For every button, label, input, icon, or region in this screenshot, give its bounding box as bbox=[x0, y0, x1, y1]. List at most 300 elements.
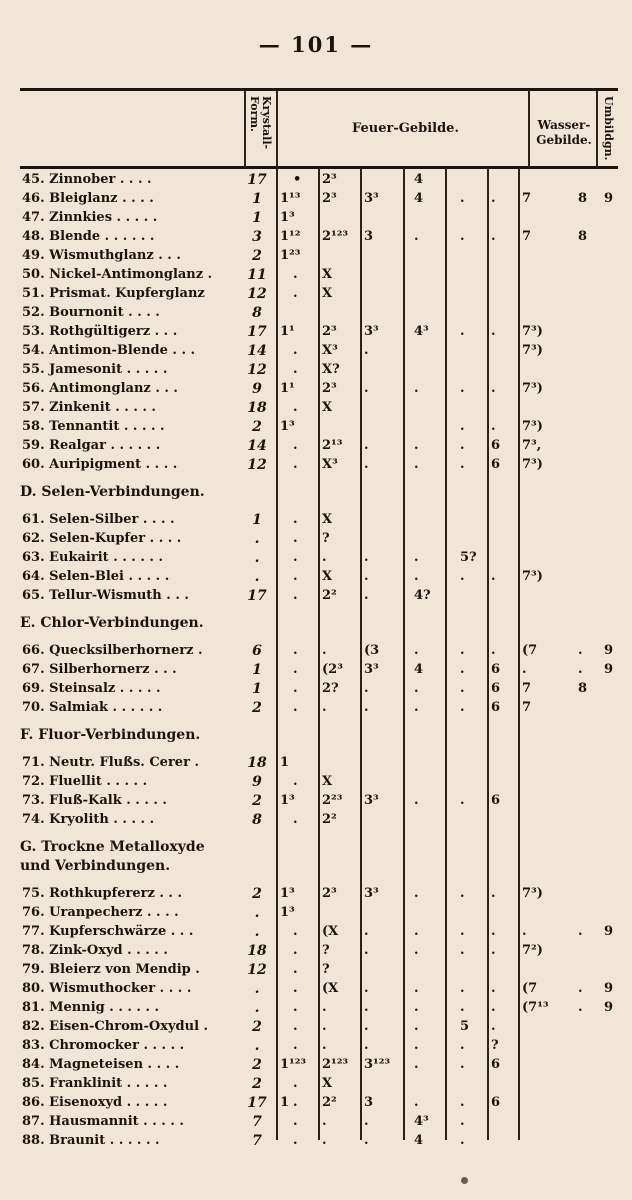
table-cell: X bbox=[322, 286, 333, 301]
table-cell: . bbox=[460, 981, 465, 996]
mineral-name: 78. Zink-Oxyd . . . . . bbox=[22, 943, 168, 958]
mineral-name: 80. Wismuthocker . . . . bbox=[22, 981, 192, 996]
table-row bbox=[0, 418, 632, 437]
table-cell: X bbox=[322, 569, 333, 584]
table-cell: . bbox=[460, 438, 465, 453]
table-cell: . bbox=[460, 1095, 465, 1110]
table-cell: X bbox=[322, 774, 333, 789]
crystal-form-cell: 1 bbox=[252, 191, 262, 207]
table-cell: . bbox=[293, 569, 298, 584]
table-cell: . bbox=[460, 457, 465, 472]
header-divider bbox=[528, 90, 530, 168]
crystal-form-cell: 17 bbox=[247, 172, 267, 188]
table-cell: 6 bbox=[491, 457, 501, 472]
mineral-name: 60. Auripigment . . . . bbox=[22, 457, 178, 472]
table-row bbox=[0, 885, 632, 904]
table-cell: . bbox=[414, 1095, 419, 1110]
table-cell: . bbox=[578, 981, 583, 996]
table-cell: (2³ bbox=[322, 662, 343, 677]
table-row bbox=[0, 437, 632, 456]
table-cell: . bbox=[460, 1133, 465, 1148]
mineral-name: 45. Zinnober . . . . bbox=[22, 172, 152, 187]
table-cell: 4³ bbox=[414, 324, 429, 339]
page-ornament-dot bbox=[461, 1177, 468, 1184]
table-cell: 7³, bbox=[522, 438, 542, 453]
crystal-form-cell: . bbox=[254, 1000, 260, 1016]
table-cell: 7³) bbox=[522, 381, 543, 396]
table-row bbox=[0, 380, 632, 399]
table-cell: ? bbox=[322, 943, 330, 958]
table-cell: (3 bbox=[364, 643, 380, 658]
table-cell: 6 bbox=[491, 700, 501, 715]
table-cell: . bbox=[293, 700, 298, 715]
crystal-form-cell: 17 bbox=[247, 588, 267, 604]
table-cell: . bbox=[414, 229, 419, 244]
table-cell: 7 bbox=[522, 191, 532, 206]
table-cell: 9 bbox=[604, 924, 614, 939]
mineral-name: 53. Rothgültigerz . . . bbox=[22, 324, 178, 339]
table-row bbox=[0, 1075, 632, 1094]
table-cell: . bbox=[491, 229, 496, 244]
table-cell: . bbox=[414, 943, 419, 958]
table-row bbox=[0, 530, 632, 549]
mineral-name: 48. Blende . . . . . . bbox=[22, 229, 155, 244]
table-cell: . bbox=[364, 1000, 369, 1015]
table-cell: . bbox=[522, 924, 527, 939]
table-cell: . bbox=[293, 400, 298, 415]
table-row bbox=[0, 642, 632, 661]
table-cell: 2²³ bbox=[322, 793, 343, 808]
table-cell: 1¹²³ bbox=[280, 1057, 307, 1072]
table-cell: X bbox=[322, 267, 333, 282]
table-cell: 2¹³ bbox=[322, 438, 343, 453]
table-cell: 2² bbox=[322, 812, 337, 827]
crystal-form-cell: 9 bbox=[252, 381, 262, 397]
table-cell: 7³) bbox=[522, 324, 543, 339]
crystal-form-cell: 2 bbox=[252, 700, 262, 716]
header-divider bbox=[276, 90, 278, 168]
table-cell: . bbox=[414, 1057, 419, 1072]
table-cell: 8 bbox=[578, 681, 588, 696]
table-cell: 1 bbox=[280, 755, 290, 770]
table-cell: ? bbox=[322, 962, 330, 977]
table-cell: 1¹³ bbox=[280, 191, 301, 206]
table-cell: 2¹²³ bbox=[322, 229, 349, 244]
crystal-form-cell: . bbox=[254, 905, 260, 921]
table-cell: 4³ bbox=[414, 1114, 429, 1129]
table-cell: 7³) bbox=[522, 569, 543, 584]
mineral-name: 62. Selen-Kupfer . . . . bbox=[22, 531, 182, 546]
table-cell: . bbox=[293, 681, 298, 696]
mineral-name: 69. Steinsalz . . . . . bbox=[22, 681, 161, 696]
table-cell: . bbox=[578, 662, 583, 677]
table-row bbox=[0, 456, 632, 475]
table-row bbox=[0, 999, 632, 1018]
table-cell: . bbox=[364, 700, 369, 715]
section-heading-continued: und Verbindungen. bbox=[20, 858, 171, 874]
table-cell: 1²³ bbox=[280, 248, 301, 263]
section-heading: G. Trockne Metalloxyde bbox=[20, 839, 205, 855]
table-cell: • bbox=[293, 172, 302, 187]
table-cell: . bbox=[414, 643, 419, 658]
table-cell: . bbox=[522, 662, 527, 677]
crystal-form-cell: 2 bbox=[252, 1057, 262, 1073]
table-row bbox=[0, 1132, 632, 1151]
table-cell: . bbox=[364, 981, 369, 996]
header-krystall-form: Krystall-Form. bbox=[248, 96, 273, 150]
table-cell: . bbox=[414, 793, 419, 808]
table-row bbox=[0, 1056, 632, 1075]
table-cell: (X bbox=[322, 981, 339, 996]
table-cell: . bbox=[414, 569, 419, 584]
mineral-name: 59. Realgar . . . . . . bbox=[22, 438, 161, 453]
table-cell: . bbox=[293, 343, 298, 358]
table-cell: . bbox=[460, 700, 465, 715]
table-row bbox=[0, 699, 632, 718]
table-cell: . bbox=[293, 438, 298, 453]
table-cell: 3³ bbox=[364, 793, 379, 808]
table-cell: . bbox=[460, 793, 465, 808]
crystal-form-cell: 1 bbox=[252, 662, 262, 678]
table-cell: 2? bbox=[322, 681, 339, 696]
crystal-form-cell: 17 bbox=[247, 324, 267, 340]
table-cell: . bbox=[322, 1114, 327, 1129]
table-cell: 1³ bbox=[280, 793, 295, 808]
mineral-name: 51. Prismat. Kupferglanz bbox=[22, 286, 205, 301]
mineral-name: 77. Kupferschwärze . . . bbox=[22, 924, 194, 939]
crystal-form-cell: 14 bbox=[247, 438, 267, 454]
table-cell: . bbox=[293, 1038, 298, 1053]
table-cell: . bbox=[491, 981, 496, 996]
table-cell: . bbox=[293, 550, 298, 565]
crystal-form-cell: 2 bbox=[252, 1019, 262, 1035]
table-row bbox=[0, 209, 632, 228]
mineral-name: 85. Franklinit . . . . . bbox=[22, 1076, 168, 1091]
table-cell: . bbox=[491, 924, 496, 939]
crystal-form-cell: 12 bbox=[247, 362, 267, 378]
table-row bbox=[0, 361, 632, 380]
mineral-name: 82. Eisen-Chrom-Oxydul . bbox=[22, 1019, 209, 1034]
table-cell: . bbox=[460, 943, 465, 958]
table-cell: . bbox=[364, 924, 369, 939]
table-row bbox=[0, 587, 632, 606]
table-cell: . bbox=[460, 1038, 465, 1053]
crystal-form-cell: 7 bbox=[252, 1133, 262, 1149]
crystal-form-cell: . bbox=[254, 550, 260, 566]
mineral-name: 67. Silberhornerz . . . bbox=[22, 662, 177, 677]
table-cell: . bbox=[293, 1095, 298, 1110]
mineral-name: 56. Antimonglanz . . . bbox=[22, 381, 178, 396]
table-cell: . bbox=[322, 643, 327, 658]
table-row bbox=[0, 961, 632, 980]
mineral-name: 87. Hausmannit . . . . . bbox=[22, 1114, 184, 1129]
mineral-name: 71. Neutr. Flußs. Cerer . bbox=[22, 755, 199, 770]
table-cell: 3³ bbox=[364, 662, 379, 677]
crystal-form-cell: . bbox=[254, 531, 260, 547]
table-cell: X³ bbox=[322, 343, 338, 358]
table-cell: 8 bbox=[578, 191, 588, 206]
table-cell: 9 bbox=[604, 643, 614, 658]
table-cell: 2¹²³ bbox=[322, 1057, 349, 1072]
table-cell: . bbox=[293, 924, 298, 939]
table-cell: X bbox=[322, 1076, 333, 1091]
crystal-form-cell: 1 bbox=[252, 512, 262, 528]
table-cell: 6 bbox=[491, 1057, 501, 1072]
table-cell: . bbox=[491, 191, 496, 206]
mineral-name: 57. Zinkenit . . . . . bbox=[22, 400, 156, 415]
crystal-form-cell: 2 bbox=[252, 793, 262, 809]
table-cell: . bbox=[491, 886, 496, 901]
mineral-name: 52. Bournonit . . . . bbox=[22, 305, 160, 320]
table-cell: . bbox=[414, 981, 419, 996]
table-cell: 1³ bbox=[280, 905, 295, 920]
table-cell: 4 bbox=[414, 1133, 424, 1148]
crystal-form-cell: . bbox=[254, 924, 260, 940]
table-cell: . bbox=[322, 700, 327, 715]
table-cell: 2³ bbox=[322, 886, 337, 901]
table-cell: . bbox=[578, 924, 583, 939]
table-row bbox=[0, 304, 632, 323]
crystal-form-cell: 12 bbox=[247, 286, 267, 302]
table-cell: . bbox=[293, 1133, 298, 1148]
table-cell: . bbox=[414, 700, 419, 715]
table-cell: . bbox=[293, 662, 298, 677]
table-cell: . bbox=[414, 550, 419, 565]
table-cell: . bbox=[460, 191, 465, 206]
section-heading: E. Chlor-Verbindungen. bbox=[20, 615, 204, 631]
table-row bbox=[0, 773, 632, 792]
table-cell: 1¹ bbox=[280, 381, 295, 396]
table-row bbox=[0, 399, 632, 418]
table-cell: . bbox=[293, 286, 298, 301]
mineral-name: 49. Wismuthglanz . . . bbox=[22, 248, 181, 263]
table-cell: (7¹³ bbox=[522, 1000, 549, 1015]
header-wasser-gebilde: Wasser-Gebilde. bbox=[536, 118, 592, 147]
table-cell: . bbox=[414, 886, 419, 901]
table-cell: 1¹ bbox=[280, 324, 295, 339]
table-cell: 5? bbox=[460, 550, 477, 565]
crystal-form-cell: . bbox=[254, 569, 260, 585]
table-cell: . bbox=[293, 1076, 298, 1091]
table-cell: ? bbox=[322, 531, 330, 546]
section-heading: D. Selen-Verbindungen. bbox=[20, 484, 205, 500]
table-row bbox=[0, 904, 632, 923]
crystal-form-cell: 2 bbox=[252, 886, 262, 902]
header-feuer-gebilde: Feuer-Gebilde. bbox=[352, 121, 459, 136]
table-cell: 9 bbox=[604, 662, 614, 677]
crystal-form-cell: 2 bbox=[252, 419, 262, 435]
table-cell: 4 bbox=[414, 172, 424, 187]
table-cell: . bbox=[491, 643, 496, 658]
crystal-form-cell: 8 bbox=[252, 305, 262, 321]
table-cell: 4 bbox=[414, 662, 424, 677]
table-cell: . bbox=[491, 324, 496, 339]
table-cell: . bbox=[460, 1114, 465, 1129]
header-umbildung: Umbildgn. bbox=[602, 96, 615, 161]
table-cell: . bbox=[460, 569, 465, 584]
table-cell: . bbox=[414, 381, 419, 396]
table-cell: 3¹²³ bbox=[364, 1057, 391, 1072]
table-cell: 6 bbox=[491, 681, 501, 696]
table-cell: 3³ bbox=[364, 191, 379, 206]
table-cell: . bbox=[460, 643, 465, 658]
table-cell: . bbox=[293, 512, 298, 527]
table-cell: . bbox=[491, 1000, 496, 1015]
table-cell: X bbox=[322, 400, 333, 415]
table-cell: 7³) bbox=[522, 343, 543, 358]
table-row bbox=[0, 1037, 632, 1056]
mineral-name: 75. Rothkupfererz . . . bbox=[22, 886, 182, 901]
mineral-name: 72. Fluellit . . . . . bbox=[22, 774, 148, 789]
table-cell: . bbox=[414, 681, 419, 696]
table-cell: 3 bbox=[364, 1095, 374, 1110]
crystal-form-cell: 12 bbox=[247, 962, 267, 978]
table-cell: . bbox=[322, 1038, 327, 1053]
table-cell: 6 bbox=[491, 662, 501, 677]
table-row bbox=[0, 1094, 632, 1113]
table-cell: . bbox=[293, 1000, 298, 1015]
table-row bbox=[0, 247, 632, 266]
table-cell: 2² bbox=[322, 588, 337, 603]
crystal-form-cell: 2 bbox=[252, 1076, 262, 1092]
table-cell: 7 bbox=[522, 229, 532, 244]
crystal-form-cell: 7 bbox=[252, 1114, 262, 1130]
table-cell: . bbox=[293, 643, 298, 658]
mineral-name: 46. Bleiglanz . . . . bbox=[22, 191, 154, 206]
crystal-form-cell: 2 bbox=[252, 248, 262, 264]
mineral-name: 70. Salmiak . . . . . . bbox=[22, 700, 163, 715]
mineral-name: 76. Uranpecherz . . . . bbox=[22, 905, 179, 920]
table-row bbox=[0, 942, 632, 961]
table-cell: . bbox=[293, 812, 298, 827]
table-cell: ? bbox=[491, 1038, 499, 1053]
mineral-name: 58. Tennantit . . . . . bbox=[22, 419, 165, 434]
mineral-name: 83. Chromocker . . . . . bbox=[22, 1038, 185, 1053]
table-cell: 4 bbox=[414, 191, 424, 206]
table-cell: . bbox=[491, 1019, 496, 1034]
table-cell: . bbox=[414, 1038, 419, 1053]
table-cell: . bbox=[364, 1133, 369, 1148]
table-cell: 3³ bbox=[364, 324, 379, 339]
table-cell: . bbox=[491, 419, 496, 434]
mineral-name: 88. Braunit . . . . . . bbox=[22, 1133, 160, 1148]
crystal-form-cell: 14 bbox=[247, 343, 267, 359]
table-row bbox=[0, 171, 632, 190]
table-cell: 1³ bbox=[280, 210, 295, 225]
mineral-name: 65. Tellur-Wismuth . . . bbox=[22, 588, 189, 603]
table-cell: . bbox=[293, 774, 298, 789]
table-row bbox=[0, 923, 632, 942]
table-cell: 9 bbox=[604, 981, 614, 996]
table-row bbox=[0, 285, 632, 304]
crystal-form-cell: 11 bbox=[247, 267, 267, 283]
header-divider bbox=[244, 90, 246, 168]
table-cell: . bbox=[322, 1000, 327, 1015]
table-cell: . bbox=[293, 1114, 298, 1129]
table-cell: 7³) bbox=[522, 419, 543, 434]
table-row bbox=[0, 342, 632, 361]
table-cell: 9 bbox=[604, 191, 614, 206]
table-cell: . bbox=[293, 457, 298, 472]
crystal-form-cell: 8 bbox=[252, 812, 262, 828]
table-cell: 4? bbox=[414, 588, 431, 603]
crystal-form-cell: 6 bbox=[252, 643, 262, 659]
mineral-name: 86. Eisenoxyd . . . . . bbox=[22, 1095, 168, 1110]
table-cell: . bbox=[364, 457, 369, 472]
mineral-name: 79. Bleierz von Mendip . bbox=[22, 962, 200, 977]
table-cell: . bbox=[293, 588, 298, 603]
table-cell: 2³ bbox=[322, 191, 337, 206]
crystal-form-cell: . bbox=[254, 981, 260, 997]
mineral-name: 54. Antimon-Blende . . . bbox=[22, 343, 196, 358]
crystal-form-cell: 9 bbox=[252, 774, 262, 790]
header-divider bbox=[596, 90, 598, 168]
table-row bbox=[0, 980, 632, 999]
table-cell: . bbox=[491, 381, 496, 396]
table-cell: 7³) bbox=[522, 457, 543, 472]
table-cell: . bbox=[578, 1000, 583, 1015]
table-row bbox=[0, 511, 632, 530]
table-cell: . bbox=[364, 588, 369, 603]
table-cell: . bbox=[364, 1114, 369, 1129]
mineral-name: 55. Jamesonit . . . . . bbox=[22, 362, 168, 377]
table-cell: . bbox=[293, 1019, 298, 1034]
mineral-name: 64. Selen-Blei . . . . . bbox=[22, 569, 170, 584]
table-row bbox=[0, 190, 632, 209]
crystal-form-cell: 18 bbox=[247, 943, 267, 959]
table-cell: . bbox=[322, 1019, 327, 1034]
table-cell: . bbox=[578, 643, 583, 658]
crystal-form-cell: 18 bbox=[247, 400, 267, 416]
table-row bbox=[0, 266, 632, 285]
table-cell: 1³ bbox=[280, 419, 295, 434]
mineral-name: 73. Fluß-Kalk . . . . . bbox=[22, 793, 167, 808]
table-cell: . bbox=[460, 886, 465, 901]
table-cell: . bbox=[414, 457, 419, 472]
table-cell: X? bbox=[322, 362, 340, 377]
table-cell: . bbox=[414, 438, 419, 453]
crystal-form-cell: . bbox=[254, 1038, 260, 1054]
table-cell: 7³) bbox=[522, 886, 543, 901]
mineral-name: 74. Kryolith . . . . . bbox=[22, 812, 155, 827]
table-cell: (X bbox=[322, 924, 339, 939]
table-row bbox=[0, 549, 632, 568]
table-cell: . bbox=[364, 1038, 369, 1053]
table-cell: 3 bbox=[364, 229, 374, 244]
table-cell: 7 bbox=[522, 681, 532, 696]
table-cell: . bbox=[460, 324, 465, 339]
table-cell: 5 bbox=[460, 1019, 470, 1034]
table-cell: . bbox=[364, 438, 369, 453]
table-row bbox=[0, 792, 632, 811]
table-row bbox=[0, 811, 632, 830]
crystal-form-cell: 18 bbox=[247, 755, 267, 771]
table-cell: . bbox=[293, 362, 298, 377]
table-row bbox=[0, 323, 632, 342]
mineral-name: 66. Quecksilberhornerz . bbox=[22, 643, 203, 658]
table-cell: . bbox=[293, 962, 298, 977]
table-cell: . bbox=[460, 662, 465, 677]
crystal-form-cell: 12 bbox=[247, 457, 267, 473]
table-cell: . bbox=[460, 1057, 465, 1072]
table-row bbox=[0, 1113, 632, 1132]
table-cell: . bbox=[460, 229, 465, 244]
table-cell: 6 bbox=[491, 1095, 501, 1110]
crystal-form-cell: 3 bbox=[252, 229, 262, 245]
table-cell: . bbox=[322, 1133, 327, 1148]
table-cell: . bbox=[364, 1019, 369, 1034]
mineral-name: 61. Selen-Silber . . . . bbox=[22, 512, 175, 527]
